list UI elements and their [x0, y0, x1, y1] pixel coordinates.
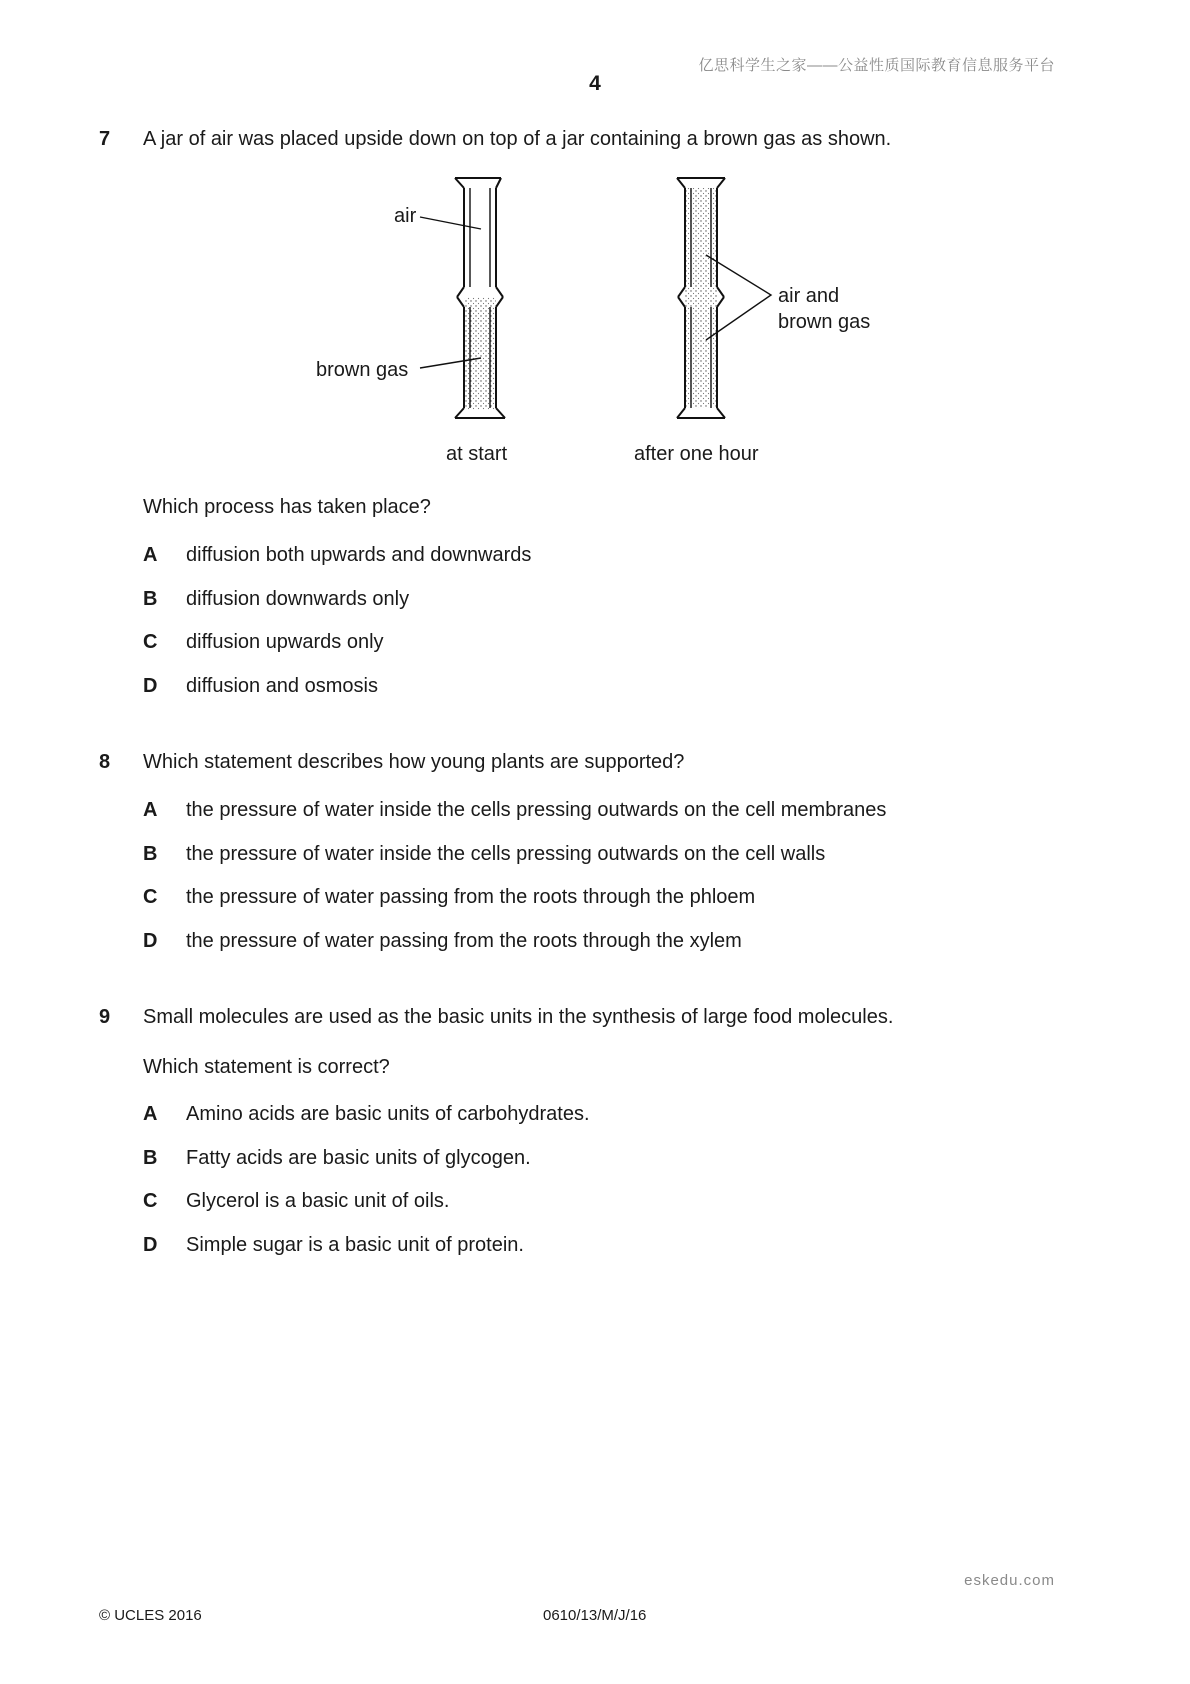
q7-option-letter: B	[143, 588, 158, 610]
caption-after-one-hour: after one hour	[634, 443, 759, 465]
caption-at-start: at start	[446, 443, 508, 465]
q8-option-letter: C	[143, 886, 158, 908]
question-8-text: Which statement describes how young plants are supported?	[143, 751, 685, 773]
q7-option-text: diffusion both upwards and downwards	[186, 544, 532, 566]
header-watermark: 亿思科学生之家——公益性质国际教育信息服务平台	[698, 57, 1055, 74]
q8-option-text: the pressure of water inside the cells pressing outwards on the cell membranes	[186, 799, 887, 821]
q9-option-letter: C	[143, 1190, 158, 1212]
footer-paper-code: 0610/13/M/J/16	[543, 1607, 647, 1624]
question-9-prompt: Which statement is correct?	[143, 1056, 390, 1078]
q9-option-letter: D	[143, 1234, 158, 1256]
q9-option-text: Simple sugar is a basic unit of protein.	[186, 1234, 524, 1256]
q9-option-letter: A	[143, 1103, 158, 1125]
q8-option-letter: A	[143, 799, 158, 821]
q7-option-text: diffusion and osmosis	[186, 675, 378, 697]
question-9-text: Small molecules are used as the basic units in the synthesis of large food molecules.	[143, 1006, 894, 1028]
q9-option-text: Glycerol is a basic unit of oils.	[186, 1190, 450, 1212]
question-9-number: 9	[99, 1006, 111, 1028]
question-7-number: 7	[99, 128, 111, 150]
footer-watermark: eskedu.com	[964, 1572, 1055, 1589]
q9-option-letter: B	[143, 1147, 158, 1169]
gas-jars-diagram	[0, 0, 1190, 480]
label-brown-gas: brown gas	[316, 359, 409, 381]
q9-option-text: Fatty acids are basic units of glycogen.	[186, 1147, 531, 1169]
q8-option-text: the pressure of water passing from the roots through the xylem	[186, 930, 742, 952]
question-7-prompt: Which process has taken place?	[143, 496, 431, 518]
page-number: 4	[589, 72, 601, 95]
label-air: air	[394, 205, 417, 227]
air-leader-line	[420, 217, 481, 229]
question-7-text: A jar of air was placed upside down on top of a jar containing a brown gas as shown.	[143, 128, 892, 150]
q8-option-letter: D	[143, 930, 158, 952]
footer-copyright: © UCLES 2016	[99, 1607, 202, 1624]
jars-at-start	[455, 178, 505, 418]
q7-option-letter: C	[143, 631, 158, 653]
q7-option-letter: D	[143, 675, 158, 697]
brown-gas-fill	[464, 297, 496, 410]
q9-option-text: Amino acids are basic units of carbohydrates.	[186, 1103, 590, 1125]
q8-option-letter: B	[143, 843, 158, 865]
label-brown-gas-mix: brown gas	[778, 311, 871, 333]
label-air-and: air and	[778, 285, 840, 307]
q7-option-letter: A	[143, 544, 158, 566]
q7-option-text: diffusion downwards only	[186, 588, 410, 610]
q7-option-text: diffusion upwards only	[186, 631, 384, 653]
mixed-gas-fill	[685, 188, 717, 408]
q8-option-text: the pressure of water inside the cells pressing outwards on the cell walls	[186, 843, 826, 865]
q8-option-text: the pressure of water passing from the roots through the phloem	[186, 886, 756, 908]
question-8-number: 8	[99, 751, 111, 773]
jars-after-one-hour	[677, 178, 725, 418]
